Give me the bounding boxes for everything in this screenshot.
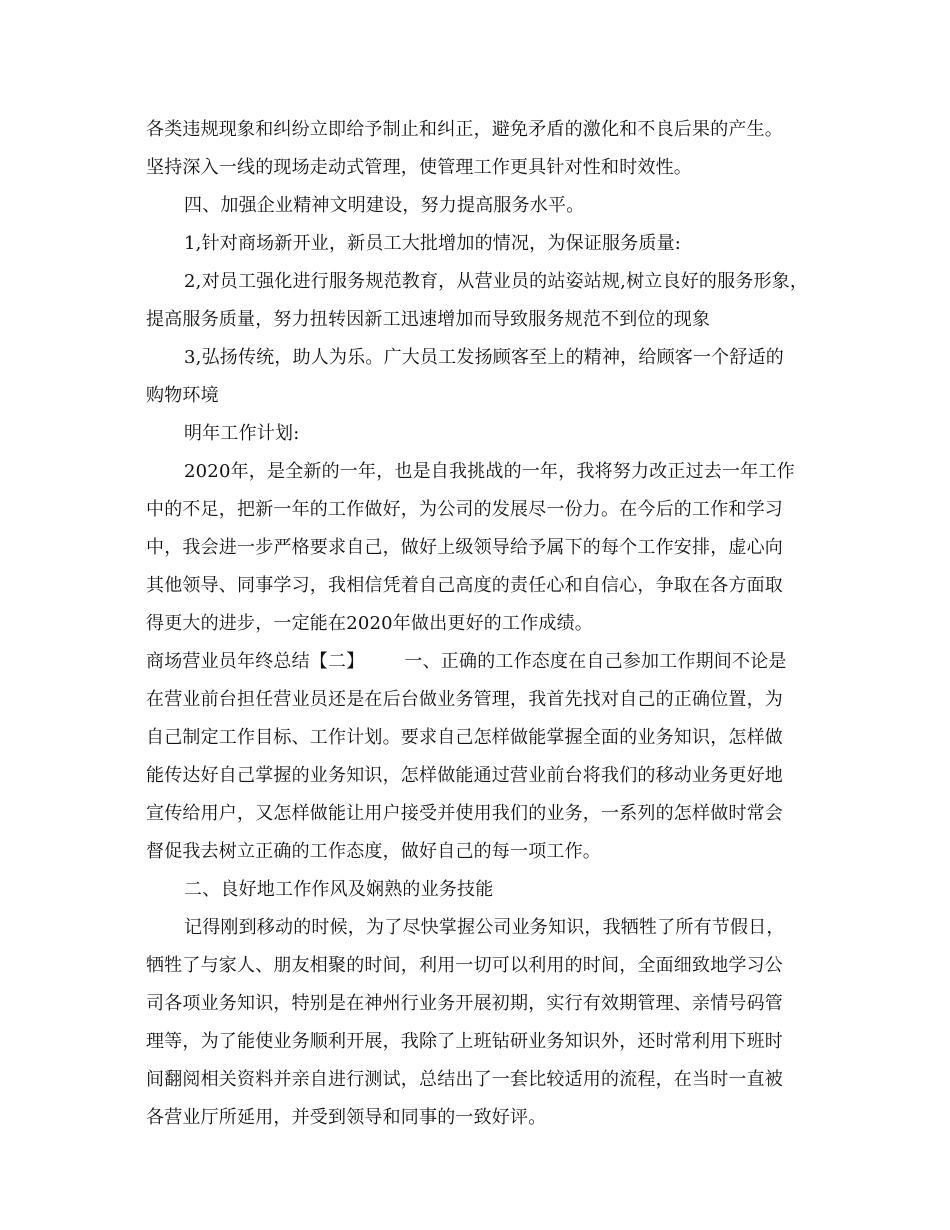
text-line: 2,对员工强化进行服务规范教育，从营业员的站姿站规,树立良好的服务形象，: [184, 271, 809, 292]
text-line: 记得刚到移动的时候，为了尽快掌握公司业务知识，我牺牲了所有节假日，: [184, 917, 785, 938]
text-line: 牺牲了与家人、朋友相聚的时间，利用一切可以利用的时间，全面细致地学习公: [146, 955, 783, 976]
section-heading: 二、良好地工作作风及娴熟的业务技能: [184, 879, 494, 900]
section-heading: 明年工作计划:: [184, 423, 300, 444]
section-heading: 一、正确的工作态度在自己参加工作期间不论是: [404, 651, 787, 672]
text-line: 理等，为了能使业务顺利开展，我除了上班钻研业务知识外，还时常利用下班时: [146, 1031, 783, 1052]
text-line: 其他领导、同事学习，我相信凭着自己高度的责任心和自信心，争取在各方面取: [146, 575, 783, 596]
text-line: 各类违规现象和纠纷立即给予制止和纠正，避免矛盾的激化和不良后果的产生。: [146, 119, 783, 140]
text-line: 宣传给用户，又怎样做能让用户接受并使用我们的业务，一系列的怎样做时常会: [146, 803, 783, 824]
section-heading: 四、加强企业精神文明建设，努力提高服务水平。: [184, 195, 585, 216]
text-line: 自己制定工作目标、工作计划。要求自己怎样做能掌握全面的业务知识，怎样做: [146, 727, 783, 748]
text-line: 督促我去树立正确的工作态度，做好自己的每一项工作。: [146, 841, 601, 862]
text-line: 1,针对商场新开业，新员工大批增加的情况，为保证服务质量:: [184, 233, 682, 254]
text-line: 中的不足，把新一年的工作做好，为公司的发展尽一份力。在今后的工作和学习: [146, 499, 783, 520]
text-line: 提高服务质量，努力扭转因新工迅速增加而导致服务规范不到位的现象: [146, 309, 711, 330]
text-line: 在营业前台担任营业员还是在后台做业务管理，我首先找对自己的正确位置，为: [146, 689, 783, 710]
text-line: 中，我会进一步严格要求自己，做好上级领导给予属下的每个工作安排，虚心向: [146, 537, 783, 558]
text-line: 3,弘扬传统，助人为乐。广大员工发扬顾客至上的精神，给顾客一个舒适的: [184, 347, 784, 368]
text-line: 司各项业务知识，特别是在神州行业务开展初期，实行有效期管理、亲情号码管: [146, 993, 783, 1014]
text-line: 间翻阅相关资料并亲自进行测试，总结出了一套比较适用的流程，在当时一直被: [146, 1069, 783, 1090]
document-title: 商场营业员年终总结【二】: [146, 651, 365, 672]
text-line: 得更大的进步，一定能在2020年做出更好的工作成绩。: [146, 613, 594, 634]
text-line: 坚持深入一线的现场走动式管理，使管理工作更具针对性和时效性。: [146, 157, 692, 178]
text-line: 能传达好自己掌握的业务知识，怎样做能通过营业前台将我们的移动业务更好地: [146, 765, 783, 786]
text-line: 各营业厅所延用，并受到领导和同事的一致好评。: [146, 1107, 547, 1128]
text-line: 购物环境: [146, 385, 219, 406]
text-line: [146, 650, 787, 674]
text-line: 2020年，是全新的一年，也是自我挑战的一年，我将努力改正过去一年工作: [184, 461, 795, 482]
